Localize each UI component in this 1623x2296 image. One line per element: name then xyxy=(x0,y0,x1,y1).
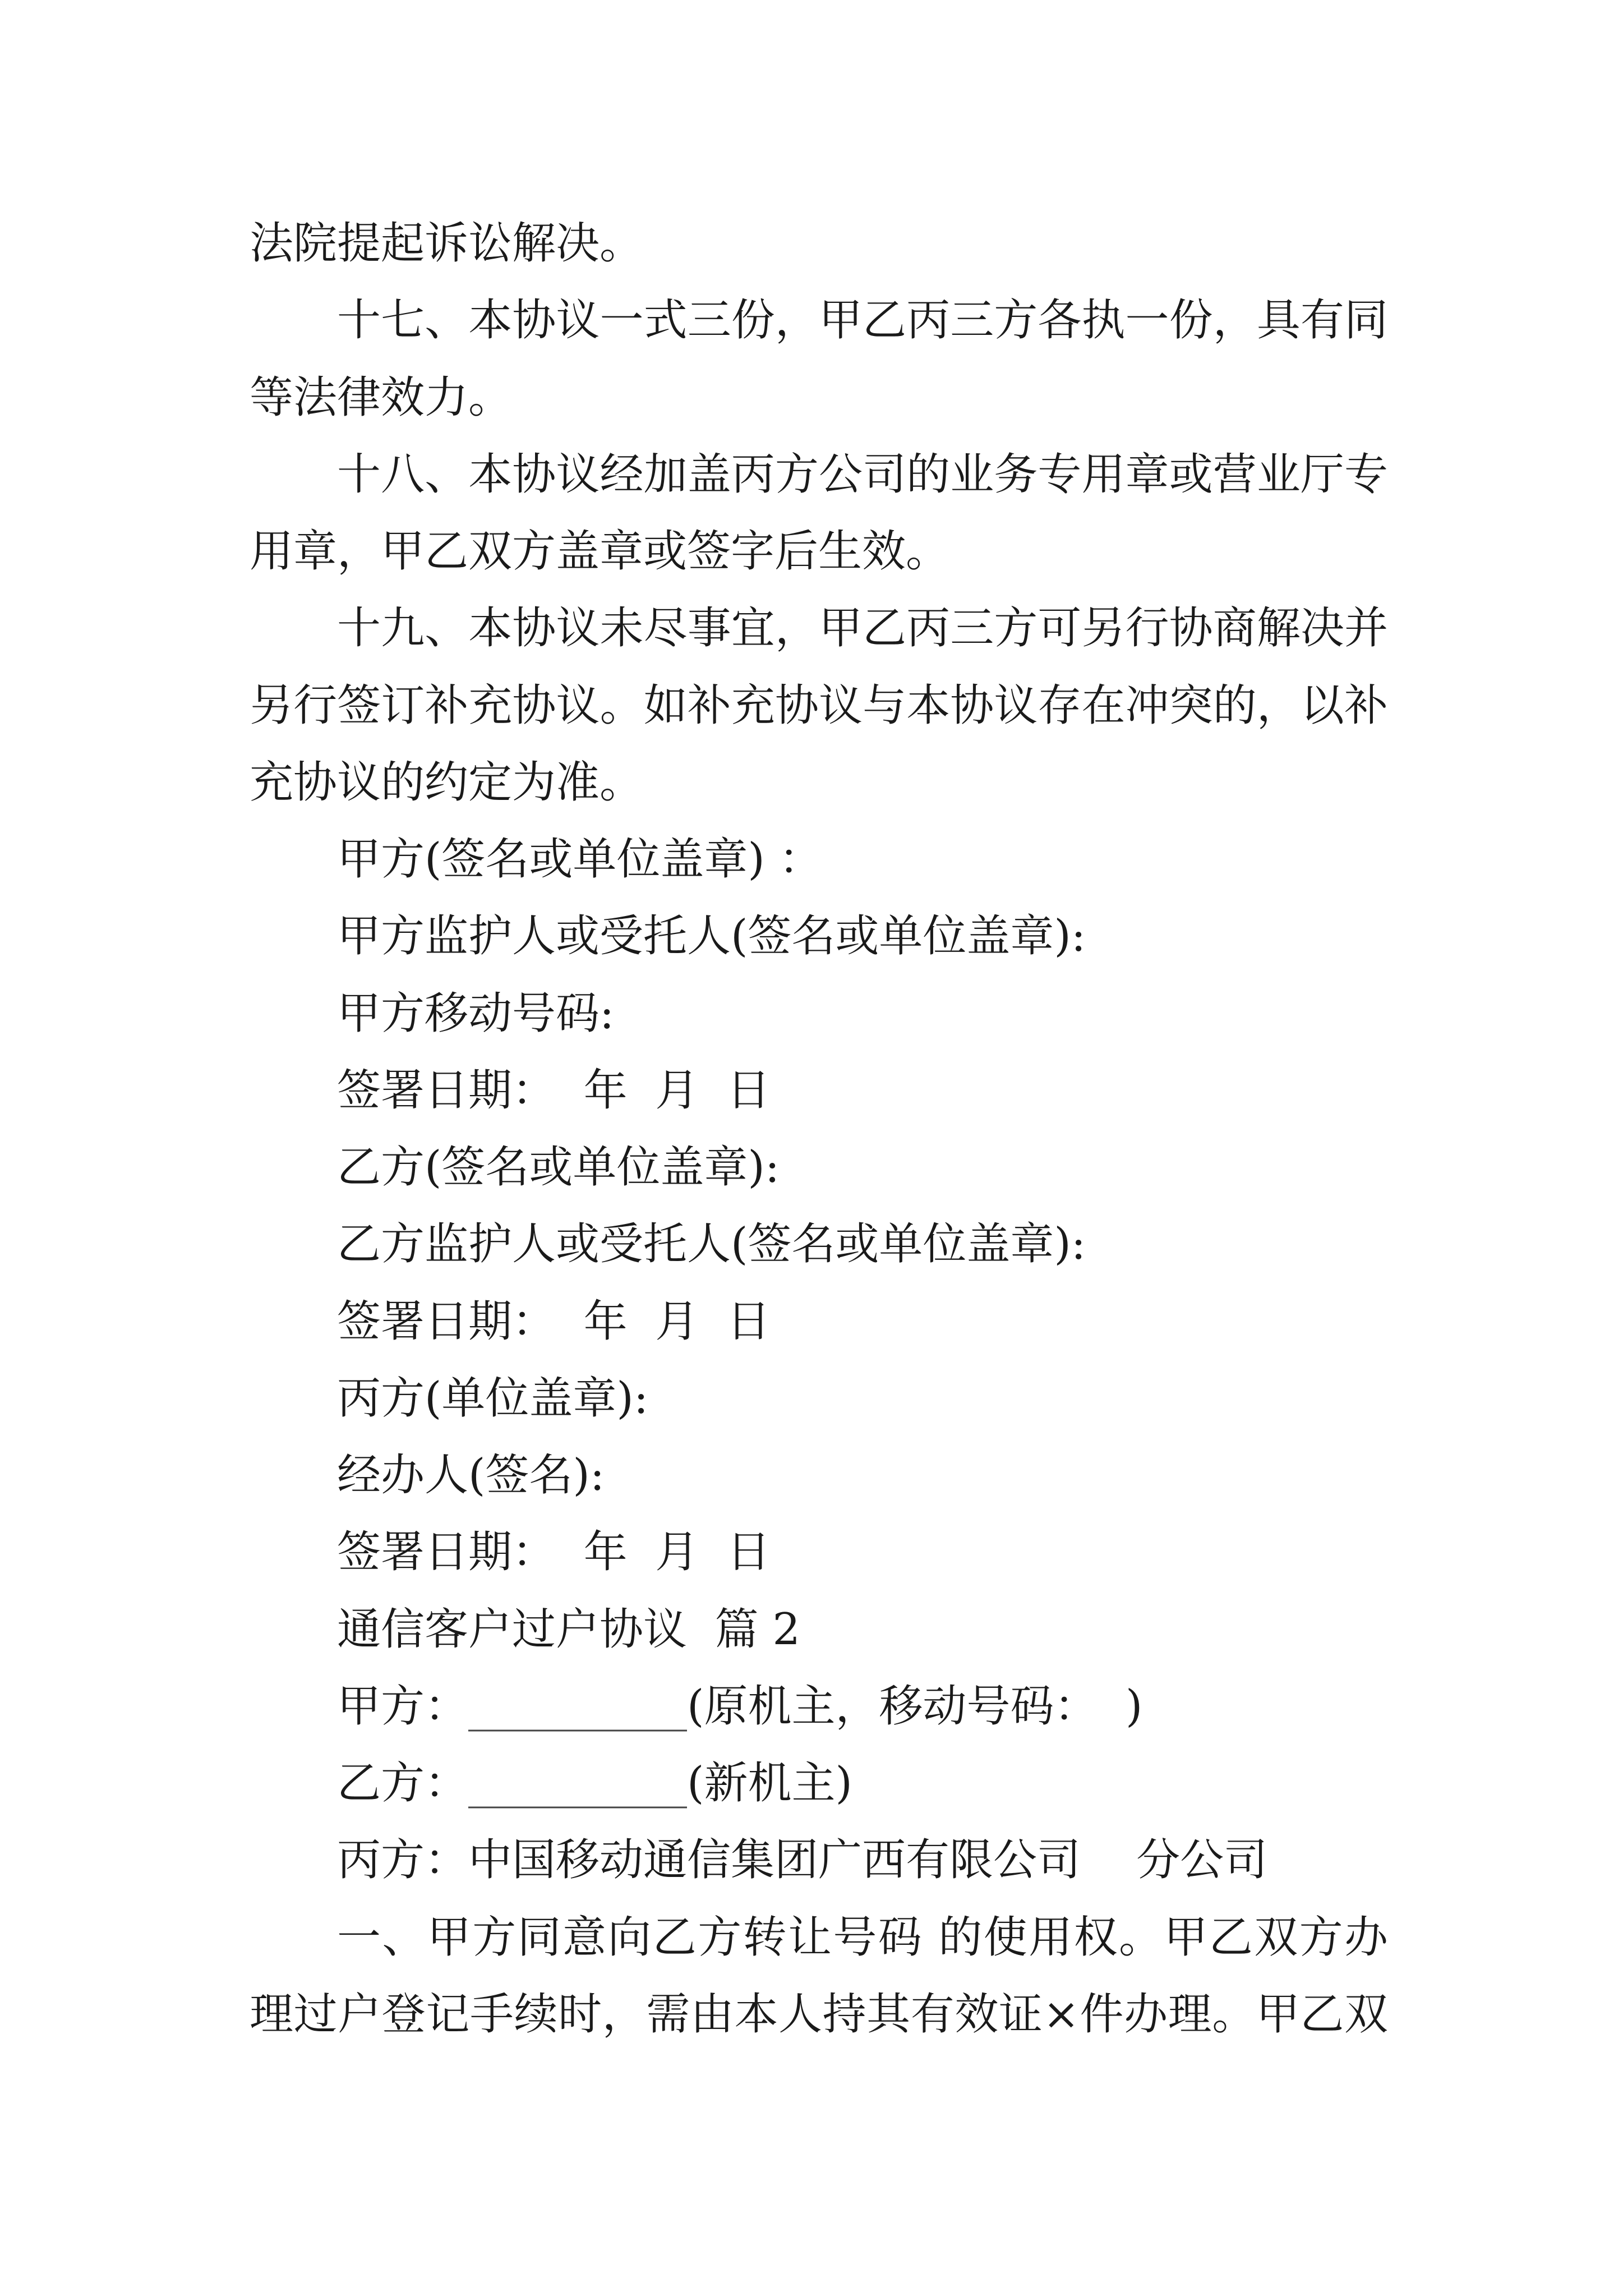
text-line: 充协议的约定为准。 xyxy=(250,757,644,808)
party-b-note: (新机主) xyxy=(687,1758,852,1809)
text-line: 等法律效力。 xyxy=(250,372,513,423)
signature-block-party-a xyxy=(250,821,1388,1129)
clause-18 xyxy=(250,436,1388,591)
clause-19 xyxy=(250,590,1388,821)
party-b-label: 乙方： xyxy=(337,1758,469,1809)
party-c-date-label: 签署日期： 年 月 日 xyxy=(337,1527,771,1578)
party-b-date-label: 签署日期： 年 月 日 xyxy=(337,1296,771,1347)
party-b-blank: __________ xyxy=(468,1758,688,1809)
agreement-2-party-c: 丙方：中国移动通信集团广西有限公司 分公司 xyxy=(337,1835,1268,1886)
text-line: 另行签订补充协议。如补充协议与本协议存在冲突的，以补 xyxy=(250,680,1388,731)
party-a-guardian-label: 甲方监护人或受托人(签名或单位盖章): xyxy=(337,911,1086,962)
party-a-label: 甲方： xyxy=(337,1681,469,1732)
party-b-guardian-label: 乙方监护人或受托人(签名或单位盖章): xyxy=(337,1219,1086,1270)
clause-16-tail xyxy=(250,205,1388,282)
clause-17 xyxy=(250,282,1388,436)
party-a-blank: __________ xyxy=(468,1681,688,1732)
agreement-2 xyxy=(250,1591,1388,2054)
text-line: 一、甲方同意向乙方转让号码 的使用权。甲乙双方办 xyxy=(337,1912,1388,1963)
party-a-signature-label: 甲方(签名或单位盖章) ： xyxy=(337,834,823,885)
agreement-2-heading: 通信客户过户协议 篇 2 xyxy=(337,1604,801,1655)
party-b-signature-label: 乙方(签名或单位盖章): xyxy=(337,1142,780,1193)
text-line: 十七、本协议一式三份，甲乙丙三方各执一份，具有同 xyxy=(337,295,1388,346)
signature-block-party-c xyxy=(250,1360,1388,1591)
party-a-mobile-label: 甲方移动号码: xyxy=(337,988,615,1039)
agreement-2-party-b xyxy=(250,1745,1388,1822)
text-line: 十八、本协议经加盖丙方公司的业务专用章或营业厅专 xyxy=(337,449,1388,500)
text-line: 法院提起诉讼解决。 xyxy=(250,218,644,269)
signature-block-party-b xyxy=(250,1129,1388,1360)
party-c-seal-label: 丙方(单位盖章): xyxy=(337,1373,649,1424)
party-a-note: (原机主，移动号码： ) xyxy=(687,1681,1143,1732)
text-line: 十九、本协议未尽事宜，甲乙丙三方可另行协商解决并 xyxy=(337,603,1388,654)
text-line: 用章，甲乙双方盖章或签字后生效。 xyxy=(250,526,950,577)
handler-signature-label: 经办人(签名): xyxy=(337,1450,605,1501)
text-line: 理过户登记手续时，需由本人持其有效证×件办理。甲乙双 xyxy=(250,1989,1388,2040)
agreement-2-party-a xyxy=(250,1668,1388,1745)
party-a-date-label: 签署日期： 年 月 日 xyxy=(337,1065,771,1116)
document-body xyxy=(250,205,1388,2053)
agreement-2-clause-1 xyxy=(250,1899,1388,2054)
